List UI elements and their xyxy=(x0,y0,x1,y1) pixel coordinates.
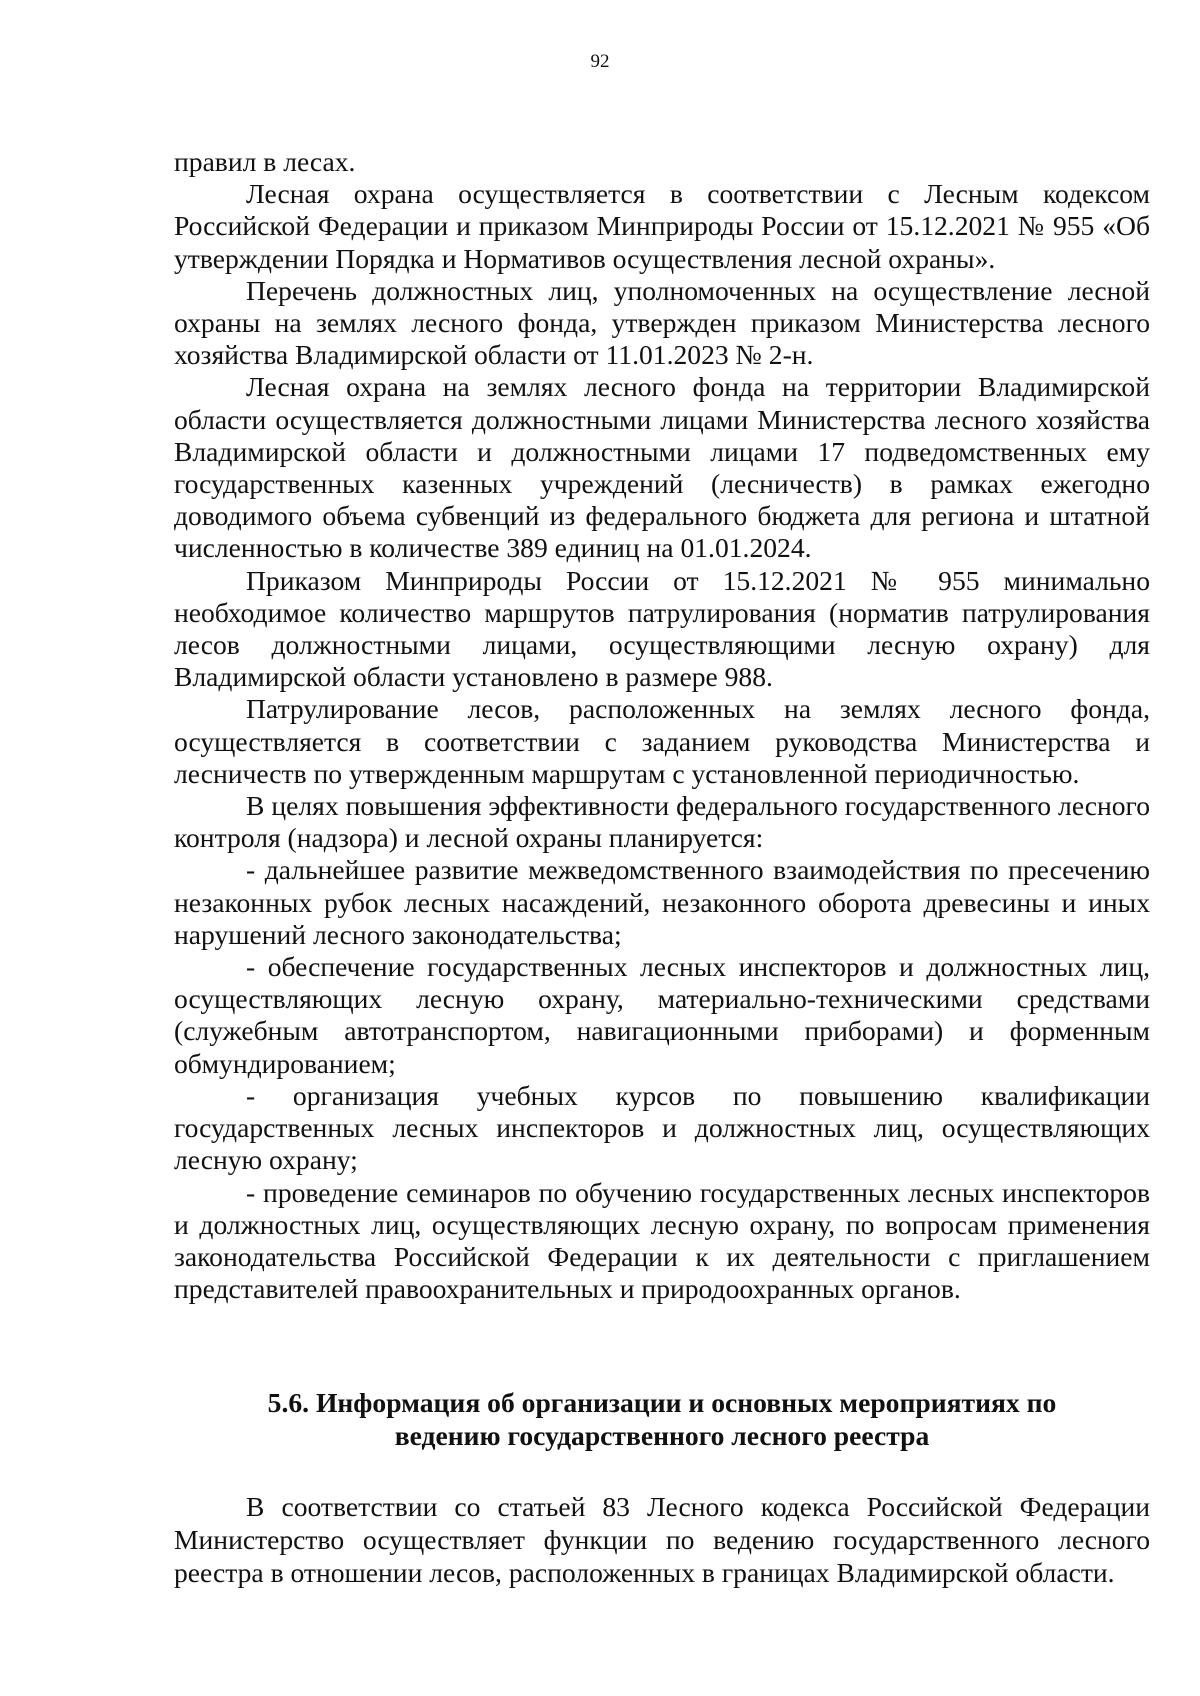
paragraph-forest-protection-basis: Лесная охрана осуществляется в соответствии с Лесным кодексом Российской Федерации и приказом Минприроды России от 15.12.2021 № 955 «Об утверждении Порядка и Нормативов осуществления лесной охраны». xyxy=(174,178,1150,274)
paragraph-continuation: правил в лесах. xyxy=(174,146,356,177)
paragraph-patrol-routes: Приказом Минприроды России от 15.12.2021 № 955 минимально необходимое количество маршрутов патрулирования (норматив патрулирования лесов должностными лицами, осуществляющими лесную охрану) для Владимирской области установлено в размере 988. xyxy=(174,564,1150,693)
section-body xyxy=(174,1490,1150,1589)
section-heading-line-2: ведению государственного лесного реестра xyxy=(394,1420,930,1451)
paragraph-officials-list: Перечень должностных лиц, уполномоченных на осуществление лесной охраны на землях лесного фонда, утвержден приказом Министерства лесного хозяйства Владимирской области от 11.01.2023 № 2-н. xyxy=(174,274,1150,371)
page-number: 92 xyxy=(590,51,610,72)
list-item-equipment-provision: - обеспечение государственных лесных инспекторов и должностных лиц, осуществляющих лесную охрану, материально-техническими средствами (служебным автотранспортом, навигационными приборами) и форменным обмундированием; xyxy=(174,951,1150,1079)
list-item-training-courses: - организация учебных курсов по повышению квалификации государственных лесных инспекторов и должностных лиц, осуществляющих лесную охрану; xyxy=(174,1079,1150,1176)
list-item-seminars: - проведение семинаров по обучению государственных лесных инспекторов и должностных лиц, осуществляющих лесную охрану, по вопросам применения законодательства Российской Федерации к их деятельности с приглашением представителей правоохранительных и природоохранных органов. xyxy=(174,1176,1150,1305)
section-heading xyxy=(174,1386,1150,1452)
section-heading-line-1: 5.6. Информация об организации и основных мероприятиях по xyxy=(267,1387,1057,1418)
paragraph-patrolling: Патрулирование лесов, расположенных на землях лесного фонда, осуществляется в соответствии с заданием руководства Министерства и лесничеств по утвержденным маршрутам с установленной периодичностью. xyxy=(174,693,1150,789)
section-paragraph: В соответствии со статьей 83 Лесного кодекса Российской Федерации Министерство осуществляет функции по ведению государственного лесного реестра в отношении лесов, расположенных в границах Владимирской области. xyxy=(174,1491,1150,1588)
paragraph-plans-intro: В целях повышения эффективности федерального государственного лесного контроля (надзора) и лесной охраны планируется: xyxy=(174,790,1150,854)
body-text xyxy=(174,146,1150,1305)
list-item-interagency-cooperation: - дальнейшее развитие межведомственного взаимодействия по пресечению незаконных рубок лесных насаждений, незаконного оборота древесины и иных нарушений лесного законодательства; xyxy=(174,854,1150,950)
paragraph-forest-protection-staff: Лесная охрана на землях лесного фонда на территории Владимирской области осуществляется должностными лицами Министерства лесного хозяйства Владимирской области и должностными лицами 17 подведомственных ему государственных казенных учреждений (лесничеств) в рамках ежегодно доводимого объема субвенций из федерального бюджета для региона и штатной численностью в количестве 389 единиц на 01.01.2024. xyxy=(174,371,1150,564)
